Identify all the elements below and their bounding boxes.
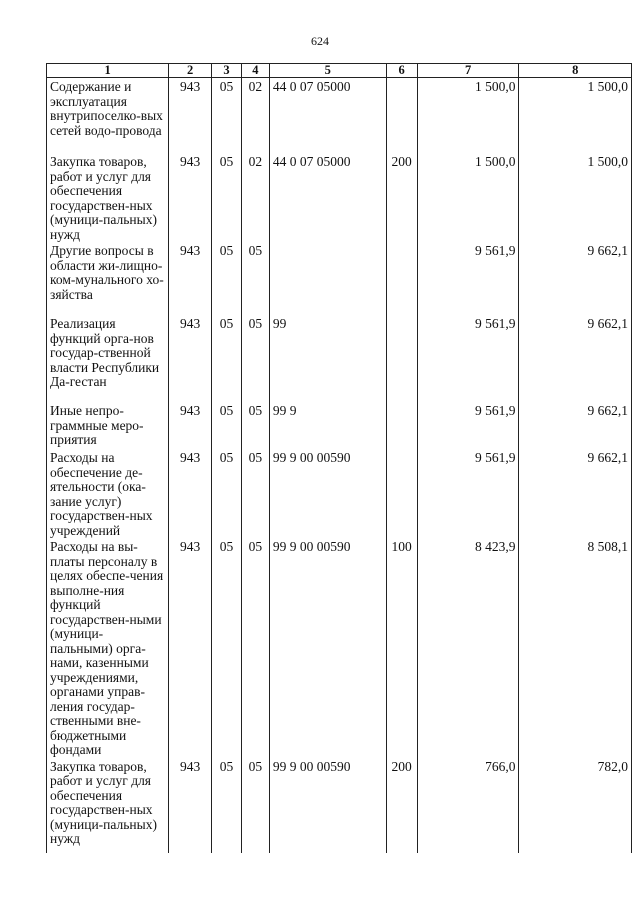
cell-col-1: Расходы на вы-платы персоналу в целях обеспе-чения выполне-ния функций государствен-ными (муници-пальными) орга-нами, казенными учреждениями, органами управ-ления государ-ственными вне-бюджетными фондами (47, 538, 169, 758)
cell-col-7: 1 500,0 (417, 78, 519, 154)
cell-col-5: 99 (269, 315, 386, 402)
table-row (47, 315, 632, 402)
budget-table (46, 63, 632, 853)
cell-col-4: 05 (241, 242, 269, 315)
cell-col-3: 05 (211, 242, 241, 315)
col-header-5: 5 (269, 64, 386, 78)
cell-col-4: 02 (241, 153, 269, 242)
cell-col-3: 05 (211, 78, 241, 154)
cell-col-6 (386, 78, 417, 154)
cell-col-6 (386, 402, 417, 449)
cell-col-2: 943 (169, 315, 212, 402)
table-row (47, 402, 632, 449)
header-row (47, 64, 632, 78)
cell-col-8: 1 500,0 (519, 78, 632, 154)
cell-col-3: 05 (211, 449, 241, 538)
cell-col-8: 9 662,1 (519, 449, 632, 538)
cell-col-6: 200 (386, 153, 417, 242)
cell-col-8: 1 500,0 (519, 153, 632, 242)
cell-col-2: 943 (169, 153, 212, 242)
cell-col-4: 05 (241, 315, 269, 402)
cell-col-3: 05 (211, 538, 241, 758)
col-header-7: 7 (417, 64, 519, 78)
cell-col-8: 9 662,1 (519, 242, 632, 315)
table-row (47, 758, 632, 853)
cell-col-7: 1 500,0 (417, 153, 519, 242)
cell-col-2: 943 (169, 402, 212, 449)
cell-col-2: 943 (169, 538, 212, 758)
col-header-8: 8 (519, 64, 632, 78)
cell-col-7: 766,0 (417, 758, 519, 853)
cell-col-7: 9 561,9 (417, 449, 519, 538)
cell-col-4: 02 (241, 78, 269, 154)
cell-col-2: 943 (169, 78, 212, 154)
col-header-4: 4 (241, 64, 269, 78)
cell-col-4: 05 (241, 402, 269, 449)
cell-col-3: 05 (211, 758, 241, 853)
col-header-2: 2 (169, 64, 212, 78)
cell-col-1: Реализация функций орга-нов государ-ственной власти Республики Да-гестан (47, 315, 169, 402)
cell-col-6: 100 (386, 538, 417, 758)
cell-col-7: 9 561,9 (417, 315, 519, 402)
table-row (47, 153, 632, 242)
cell-col-8: 8 508,1 (519, 538, 632, 758)
cell-col-4: 05 (241, 758, 269, 853)
cell-col-5: 44 0 07 05000 (269, 78, 386, 154)
cell-col-7: 9 561,9 (417, 242, 519, 315)
cell-col-4: 05 (241, 449, 269, 538)
cell-col-1: Иные непро-граммные меро-приятия (47, 402, 169, 449)
cell-col-2: 943 (169, 758, 212, 853)
cell-col-5 (269, 242, 386, 315)
page-number: 624 (311, 34, 329, 48)
cell-col-8: 9 662,1 (519, 315, 632, 402)
cell-col-5: 99 9 00 00590 (269, 538, 386, 758)
cell-col-6 (386, 449, 417, 538)
cell-col-5: 99 9 00 00590 (269, 449, 386, 538)
table-row (47, 242, 632, 315)
table-row (47, 78, 632, 154)
cell-col-1: Закупка товаров, работ и услуг для обеспечения государствен-ных (муници-пальных) нужд (47, 758, 169, 853)
cell-col-1: Расходы на обеспечение де-ятельности (ока-зание услуг) государствен-ных учреждений (47, 449, 169, 538)
cell-col-4: 05 (241, 538, 269, 758)
cell-col-3: 05 (211, 402, 241, 449)
cell-col-3: 05 (211, 153, 241, 242)
col-header-1: 1 (47, 64, 169, 78)
cell-col-5: 99 9 (269, 402, 386, 449)
cell-col-6: 200 (386, 758, 417, 853)
cell-col-8: 782,0 (519, 758, 632, 853)
col-header-3: 3 (211, 64, 241, 78)
table-row (47, 538, 632, 758)
cell-col-3: 05 (211, 315, 241, 402)
col-header-6: 6 (386, 64, 417, 78)
cell-col-8: 9 662,1 (519, 402, 632, 449)
cell-col-6 (386, 315, 417, 402)
cell-col-2: 943 (169, 242, 212, 315)
cell-col-1: Закупка товаров, работ и услуг для обеспечения государствен-ных (муници-пальных) нужд (47, 153, 169, 242)
cell-col-1: Содержание и эксплуатация внутрипоселко-вых сетей водо-провода (47, 78, 169, 154)
cell-col-1: Другие вопросы в области жи-лищно-ком-мунального хо-зяйства (47, 242, 169, 315)
cell-col-7: 8 423,9 (417, 538, 519, 758)
cell-col-2: 943 (169, 449, 212, 538)
cell-col-6 (386, 242, 417, 315)
cell-col-5: 44 0 07 05000 (269, 153, 386, 242)
table-row (47, 449, 632, 538)
cell-col-5: 99 9 00 00590 (269, 758, 386, 853)
cell-col-7: 9 561,9 (417, 402, 519, 449)
